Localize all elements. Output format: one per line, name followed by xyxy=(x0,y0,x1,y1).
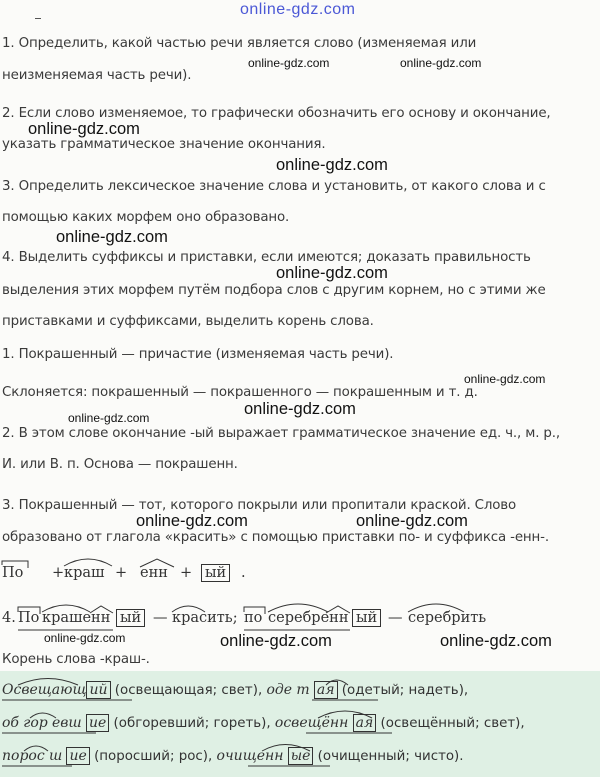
ex2-ending: ая xyxy=(314,681,338,699)
ex2-gloss: (одетый; надеть), xyxy=(341,683,469,698)
watermark-6: online-gdz.com xyxy=(276,264,388,282)
plus-2: + xyxy=(115,565,128,581)
ex5-prefix: по xyxy=(2,748,20,764)
watermark-top: online-gdz.com xyxy=(240,1,356,18)
morph-suffix: енн xyxy=(140,565,168,581)
watermark-1: online-gdz.com xyxy=(248,56,330,70)
ex3-root: гор xyxy=(23,715,48,731)
ex4-prefix: о xyxy=(274,715,284,731)
plus-1: + xyxy=(52,565,65,581)
ex6-gloss: (очищенный; чисто). xyxy=(317,749,464,764)
morph-prefix: По xyxy=(2,565,24,581)
answer-1b: Склоняется: покрашенный — покрашенного — покрашенным и т. д. xyxy=(2,385,478,400)
ending-box: ый xyxy=(201,564,230,582)
word-1-ending xyxy=(116,610,145,626)
dash-mark xyxy=(35,18,41,19)
ex1-gloss: (освещающая; свет), xyxy=(114,683,263,698)
watermark-9: online-gdz.com xyxy=(68,411,150,425)
ex4-ending: ая xyxy=(353,714,377,732)
ex2-prefix: о xyxy=(266,682,275,698)
answer-3b: образовано от глагола «красить» с помощью приставки по- и суффикса -енн-. xyxy=(2,530,549,545)
rule-2b: указать грамматическое значение окончания. xyxy=(2,137,326,152)
word-3-prefix: по xyxy=(244,610,263,626)
examples-row-3 xyxy=(2,748,464,764)
rule-4c: приставками и суффиксами, выделить корень слова. xyxy=(2,314,374,329)
ex1-stem: свещающ xyxy=(13,682,87,698)
watermark-7: online-gdz.com xyxy=(464,372,546,386)
dash-2: — xyxy=(388,610,403,626)
answer-2b: И. или В. п. Основа — покрашенн. xyxy=(2,457,238,472)
ex1-ending: ий xyxy=(86,681,110,699)
watermark-5: online-gdz.com xyxy=(56,228,168,246)
watermark-11: online-gdz.com xyxy=(356,512,468,530)
examples-row-1 xyxy=(2,682,468,698)
ex4-stem: свещённ xyxy=(283,715,349,731)
answer-3a: 3. Покрашенный — тот, которого покрыли или пропитали краской. Слово xyxy=(2,498,517,513)
ex5-gloss: (поросший; рос), xyxy=(94,749,213,764)
word-1-prefix: По xyxy=(18,610,40,626)
answer-1a: 1. Покрашенный — причастие (изменяемая часть речи). xyxy=(2,347,394,362)
watermark-13: online-gdz.com xyxy=(220,632,332,650)
ex3-ending: ие xyxy=(86,714,109,732)
word-1-stem: крашенн xyxy=(42,610,111,626)
ex5-ending: ие xyxy=(66,747,89,765)
morph-ending xyxy=(201,565,230,581)
morph-root: краш xyxy=(64,565,105,581)
ex1-prefix: О xyxy=(2,682,14,698)
ex2-suffix: т xyxy=(296,682,310,698)
answer-2a: 2. В этом слове окончание -ый выражает грамматическое значение ед. ч., м. р., xyxy=(2,426,560,441)
word-2: красить; xyxy=(172,610,238,626)
rule-4b: выделения этих морфем путём подбора слов с другим корнем, но с этими же xyxy=(2,283,546,298)
watermark-3: online-gdz.com xyxy=(28,120,140,138)
rule-1b: неизменяемая часть речи). xyxy=(2,68,192,83)
watermark-14: online-gdz.com xyxy=(440,632,552,650)
ex6-prefix: о xyxy=(216,748,225,764)
plus-3: + xyxy=(180,565,193,581)
rule-3a: 3. Определить лексическое значение слова и установить, от какого слова и с xyxy=(2,179,546,194)
watermark-10: online-gdz.com xyxy=(136,512,248,530)
word-3-stem: серебренн xyxy=(268,610,349,626)
rule-3b: помощью каких морфем оно образовано. xyxy=(2,210,290,225)
ex2-root: де xyxy=(274,682,293,698)
morph-dot: . xyxy=(241,565,246,581)
word-4: серебрить xyxy=(408,610,487,626)
ex3-prefix: об xyxy=(2,715,19,731)
watermark-12: online-gdz.com xyxy=(44,631,126,645)
word-1-ending-box: ый xyxy=(116,609,145,627)
rule-2a: 2. Если слово изменяемое, то графически обозначить его основу и окончание, xyxy=(2,106,551,121)
word-3-ending xyxy=(352,610,381,626)
ex5-suffix: ш xyxy=(48,748,63,764)
ex5-root: рос xyxy=(19,748,45,764)
watermark-2: online-gdz.com xyxy=(400,56,482,70)
ex6-stem: чищенн xyxy=(224,748,284,764)
ex3-gloss: (обгоревший; гореть), xyxy=(113,716,271,731)
watermark-8: online-gdz.com xyxy=(244,400,356,418)
ex3-suffix: евш xyxy=(51,715,82,731)
item-4-number: 4. xyxy=(2,610,16,626)
rule-1a: 1. Определить, какой частью речи является слово (изменяемая или xyxy=(2,36,477,51)
rule-4a: 4. Выделить суффиксы и приставки, если имеются; доказать правильность xyxy=(2,250,531,265)
ex6-ending: ые xyxy=(288,747,314,765)
examples-row-2 xyxy=(2,715,525,731)
word-3-ending-box: ый xyxy=(352,609,381,627)
ex4-gloss: (освещённый; свет), xyxy=(380,716,525,731)
root-statement: Корень слова -краш-. xyxy=(2,652,150,667)
watermark-4: online-gdz.com xyxy=(276,156,388,174)
dash-1: — xyxy=(153,610,168,626)
